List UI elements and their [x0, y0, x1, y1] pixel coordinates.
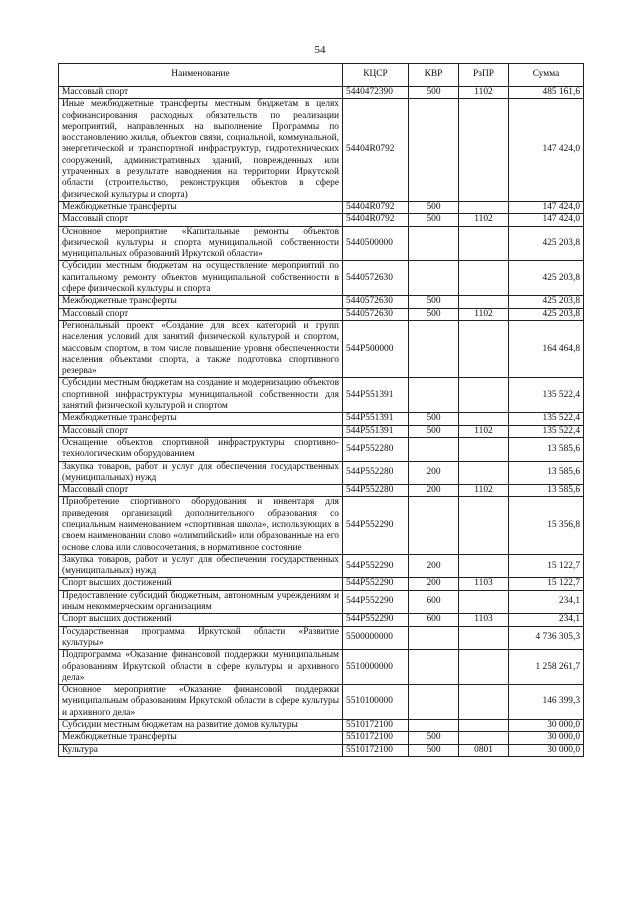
cell-rzpr: 1103 — [459, 578, 509, 590]
cell-sum: 146 399,3 — [509, 685, 584, 720]
cell-rzpr — [459, 626, 509, 650]
cell-name: Межбюджетные трансферты — [59, 413, 343, 425]
cell-kcsr: 544P551391 — [343, 425, 409, 437]
cell-kcsr: 544P552290 — [343, 590, 409, 614]
cell-rzpr: 1103 — [459, 614, 509, 626]
cell-kvr: 500 — [409, 413, 459, 425]
table-row — [59, 226, 584, 261]
cell-kcsr: 544P552280 — [343, 485, 409, 497]
cell-name: Оснащение объектов спортивной инфраструктуры спортивно-технологическим оборудованием — [59, 437, 343, 461]
cell-kvr: 500 — [409, 87, 459, 99]
cell-rzpr — [459, 685, 509, 720]
cell-name: Межбюджетные трансферты — [59, 732, 343, 744]
cell-sum: 1 258 261,7 — [509, 650, 584, 685]
cell-name: Межбюджетные трансферты — [59, 201, 343, 213]
table-row — [59, 413, 584, 425]
cell-kvr: 200 — [409, 461, 459, 485]
table-row — [59, 578, 584, 590]
cell-sum: 13 585,6 — [509, 461, 584, 485]
cell-rzpr — [459, 296, 509, 308]
cell-rzpr: 1102 — [459, 485, 509, 497]
cell-sum: 147 424,0 — [509, 201, 584, 213]
cell-name: Массовый спорт — [59, 308, 343, 320]
cell-kvr — [409, 437, 459, 461]
cell-kvr — [409, 320, 459, 377]
cell-name: Государственная программа Иркутской области «Развитие культуры» — [59, 626, 343, 650]
cell-name: Спорт высших достижений — [59, 578, 343, 590]
cell-rzpr: 1102 — [459, 425, 509, 437]
table-row — [59, 425, 584, 437]
cell-sum: 13 585,6 — [509, 485, 584, 497]
cell-name: Межбюджетные трансферты — [59, 296, 343, 308]
cell-sum: 13 585,6 — [509, 437, 584, 461]
cell-kcsr: 544P552280 — [343, 461, 409, 485]
cell-sum: 147 424,0 — [509, 214, 584, 226]
cell-rzpr — [459, 497, 509, 554]
table-row — [59, 214, 584, 226]
cell-name: Закупка товаров, работ и услуг для обеспечения государственных (муниципальных) нужд — [59, 461, 343, 485]
cell-sum: 234,1 — [509, 590, 584, 614]
cell-kvr: 500 — [409, 425, 459, 437]
table-row — [59, 378, 584, 413]
cell-kcsr: 544P552290 — [343, 614, 409, 626]
cell-kcsr: 544P552290 — [343, 554, 409, 578]
cell-name: Закупка товаров, работ и услуг для обеспечения государственных (муниципальных) нужд — [59, 554, 343, 578]
cell-sum: 15 122,7 — [509, 578, 584, 590]
cell-rzpr — [459, 261, 509, 296]
table-row — [59, 732, 584, 744]
table-row — [59, 485, 584, 497]
cell-sum: 4 736 305,3 — [509, 626, 584, 650]
cell-name: Подпрограмма «Оказание финансовой поддержки муниципальным образованиям Иркутской области в сфере культуры и архивного дела» — [59, 650, 343, 685]
column-header-rzpr: РзПР — [459, 64, 509, 87]
cell-rzpr: 1102 — [459, 87, 509, 99]
cell-rzpr — [459, 461, 509, 485]
cell-sum: 164 464,8 — [509, 320, 584, 377]
cell-kcsr: 5440572630 — [343, 261, 409, 296]
cell-kcsr: 544P552280 — [343, 437, 409, 461]
cell-name: Массовый спорт — [59, 214, 343, 226]
cell-sum: 147 424,0 — [509, 99, 584, 202]
table-row — [59, 201, 584, 213]
cell-kcsr: 5500000000 — [343, 626, 409, 650]
cell-sum: 15 122,7 — [509, 554, 584, 578]
cell-rzpr — [459, 554, 509, 578]
cell-kcsr: 5510100000 — [343, 685, 409, 720]
cell-sum: 135 522,4 — [509, 425, 584, 437]
cell-kcsr: 5440572630 — [343, 296, 409, 308]
table-row — [59, 614, 584, 626]
cell-kvr: 500 — [409, 732, 459, 744]
cell-kcsr: 5440572630 — [343, 308, 409, 320]
cell-name: Массовый спорт — [59, 425, 343, 437]
cell-sum: 30 000,0 — [509, 720, 584, 732]
cell-kvr: 500 — [409, 214, 459, 226]
cell-kcsr: 54404R0792 — [343, 99, 409, 202]
table-row — [59, 554, 584, 578]
table-row — [59, 437, 584, 461]
cell-name: Субсидии местным бюджетам на развитие домов культуры — [59, 720, 343, 732]
cell-kcsr: 5440472390 — [343, 87, 409, 99]
cell-rzpr: 1102 — [459, 308, 509, 320]
table-row — [59, 296, 584, 308]
cell-kvr: 200 — [409, 554, 459, 578]
cell-rzpr — [459, 650, 509, 685]
cell-sum: 30 000,0 — [509, 732, 584, 744]
cell-sum: 425 203,8 — [509, 226, 584, 261]
table-row — [59, 87, 584, 99]
cell-rzpr — [459, 437, 509, 461]
cell-kcsr: 544P552290 — [343, 497, 409, 554]
table-row — [59, 261, 584, 296]
cell-rzpr — [459, 226, 509, 261]
cell-name: Основное мероприятие «Капитальные ремонты объектов физической культуры и спорта муниципальной собственности муниципальных образований Иркутской области» — [59, 226, 343, 261]
cell-sum: 425 203,8 — [509, 261, 584, 296]
cell-name: Субсидии местным бюджетам на осуществление мероприятий по капитальному ремонту объектов муниципальной собственности в сфере физической культуры и спорта — [59, 261, 343, 296]
cell-sum: 135 522,4 — [509, 413, 584, 425]
table-row — [59, 461, 584, 485]
cell-rzpr — [459, 590, 509, 614]
cell-kvr: 200 — [409, 578, 459, 590]
cell-kvr: 600 — [409, 590, 459, 614]
cell-name: Субсидии местным бюджетам на создание и модернизацию объектов спортивной инфраструктуры муниципальной собственности для занятий физической культурой и спортом — [59, 378, 343, 413]
cell-rzpr — [459, 320, 509, 377]
table-body — [59, 87, 584, 757]
cell-kvr — [409, 99, 459, 202]
cell-rzpr — [459, 378, 509, 413]
cell-kcsr: 5510000000 — [343, 650, 409, 685]
cell-kcsr: 5510172100 — [343, 720, 409, 732]
cell-kcsr: 54404R0792 — [343, 214, 409, 226]
cell-kvr — [409, 626, 459, 650]
cell-kvr — [409, 720, 459, 732]
cell-sum: 425 203,8 — [509, 296, 584, 308]
cell-name: Спорт высших достижений — [59, 614, 343, 626]
table-row — [59, 308, 584, 320]
table-row — [59, 685, 584, 720]
cell-kcsr: 5510172100 — [343, 744, 409, 756]
cell-name: Региональный проект «Создание для всех категорий и групп населения условий для занятий физической культурой и спортом, массовым спортом, в том числе повышение уровня обеспеченности населения объектами спорта, а также подготовка спортивного резерва» — [59, 320, 343, 377]
cell-kvr — [409, 685, 459, 720]
table-row — [59, 626, 584, 650]
cell-kvr: 500 — [409, 744, 459, 756]
cell-sum: 15 356,8 — [509, 497, 584, 554]
column-header-sum: Сумма — [509, 64, 584, 87]
cell-kvr — [409, 378, 459, 413]
table-row — [59, 590, 584, 614]
cell-rzpr — [459, 201, 509, 213]
cell-name: Иные межбюджетные трансферты местным бюджетам в целях софинансирования расходных обязательств по реализации мероприятий, направленных на выполнение Программы по восстановлению жилья, объектов связи, социальной, коммунальной, энергетической и транспортной инфраструктур, гидротехнических сооружений, административных зданий, поврежденных или утраченных в результате наводнения на территории Иркутской области (строительство, реконструкция объектов в сфере физической культуры и спорта) — [59, 99, 343, 202]
cell-sum: 135 522,4 — [509, 378, 584, 413]
cell-sum: 30 000,0 — [509, 744, 584, 756]
cell-kvr: 600 — [409, 614, 459, 626]
cell-rzpr — [459, 413, 509, 425]
cell-rzpr — [459, 99, 509, 202]
table-row — [59, 650, 584, 685]
cell-kcsr: 544P551391 — [343, 378, 409, 413]
cell-kcsr: 54404R0792 — [343, 201, 409, 213]
cell-sum: 425 203,8 — [509, 308, 584, 320]
column-header-kcsr: КЦСР — [343, 64, 409, 87]
cell-rzpr — [459, 720, 509, 732]
table-row — [59, 497, 584, 554]
cell-kvr — [409, 261, 459, 296]
budget-table — [58, 63, 584, 757]
cell-kvr — [409, 497, 459, 554]
cell-name: Культура — [59, 744, 343, 756]
page-number: 54 — [314, 44, 326, 56]
cell-kvr — [409, 650, 459, 685]
table-header-row — [59, 64, 584, 87]
cell-kcsr: 544P500000 — [343, 320, 409, 377]
cell-sum: 234,1 — [509, 614, 584, 626]
table-row — [59, 320, 584, 377]
cell-name: Приобретение спортивного оборудования и инвентаря для приведения организаций дополнительного образования со специальным наименованием «спортивная школа», использующих в своем наименовании слово «олимпийский» или образованные на его основе слова или словосочетания, в нормативное состояние — [59, 497, 343, 554]
cell-rzpr: 0801 — [459, 744, 509, 756]
cell-kvr: 500 — [409, 308, 459, 320]
cell-kvr: 500 — [409, 201, 459, 213]
column-header-kvr: КВР — [409, 64, 459, 87]
cell-kvr — [409, 226, 459, 261]
cell-rzpr — [459, 732, 509, 744]
cell-kcsr: 544P551391 — [343, 413, 409, 425]
cell-name: Основное мероприятие «Оказание финансовой поддержки муниципальным образованиям Иркутской области в сфере культуры и архивного дела» — [59, 685, 343, 720]
cell-name: Массовый спорт — [59, 87, 343, 99]
cell-rzpr: 1102 — [459, 214, 509, 226]
table-row — [59, 744, 584, 756]
cell-name: Предоставление субсидий бюджетным, автономным учреждениям и иным некоммерческим организациям — [59, 590, 343, 614]
cell-kcsr: 5440500000 — [343, 226, 409, 261]
cell-kvr: 200 — [409, 485, 459, 497]
cell-name: Массовый спорт — [59, 485, 343, 497]
cell-kcsr: 5510172100 — [343, 732, 409, 744]
cell-sum: 485 161,6 — [509, 87, 584, 99]
cell-kvr: 500 — [409, 296, 459, 308]
cell-kcsr: 544P552290 — [343, 578, 409, 590]
column-header-name: Наименование — [59, 64, 343, 87]
table-row — [59, 99, 584, 202]
table-row — [59, 720, 584, 732]
